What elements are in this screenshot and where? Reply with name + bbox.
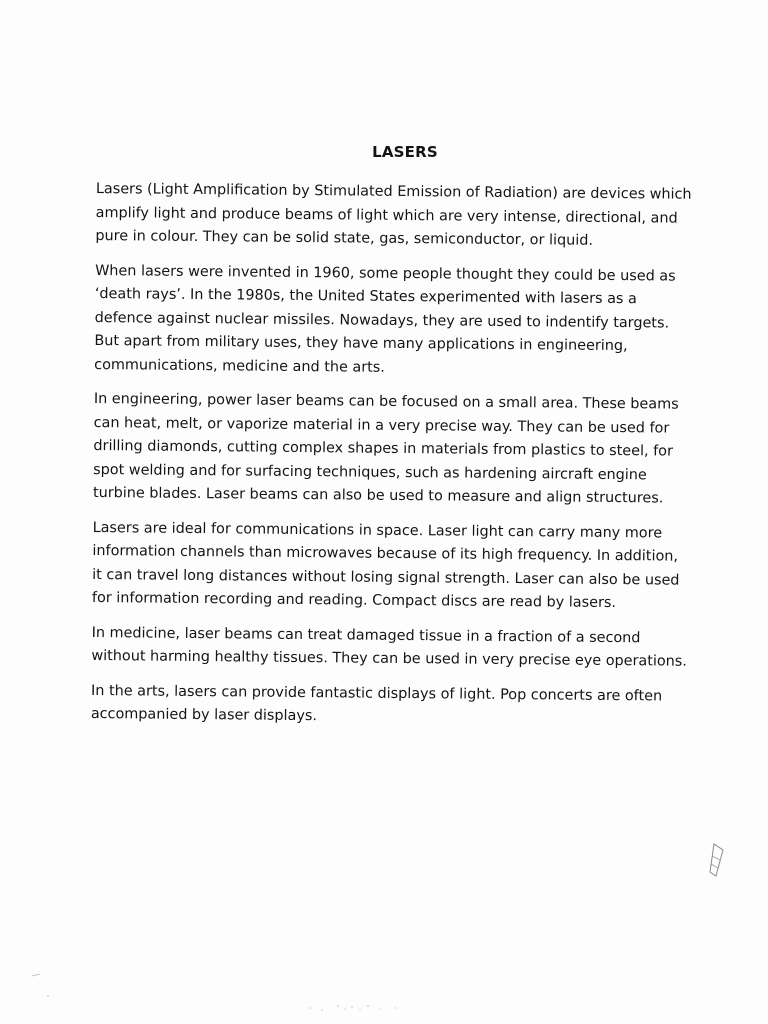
page-title: LASERS — [372, 143, 438, 161]
scan-noise-bottom — [300, 1000, 410, 1016]
paragraph-medicine: In medicine, laser beams can treat damaged tissue in a fraction of a second without harming healthy tissues. They can be used in very precise eye operations. — [91, 624, 687, 670]
scan-smudge-mark — [706, 842, 728, 878]
scan-noise-corner — [28, 970, 58, 1010]
article-body — [91, 178, 716, 743]
paragraph-engineering: In engineering, power laser beams can be focused on a small area. These beams can heat, melt, or vaporize material in a very precise way. They can be used for drilling diamonds, cutting complex shapes in materials from plastics to steel, for spot welding and for surfacing techniques, such as hardening aircraft engine turbine blades. Laser beams can also be used to measure and align structures. — [92, 390, 679, 507]
paragraph-definition: Lasers (Light Amplification by Stimulated Emission of Radiation) are devices which amplify light and produce beams of light which are very intense, directional, and pure in colour. They can be solid state, gas, semiconductor, or liquid. — [95, 180, 692, 249]
paragraph-history: When lasers were invented in 1960, some people thought they could be used as ‘death rays’. In the 1980s, the United States experimented with lasers as a defence against nuclear missiles. Nowadays, they are used to indentify targets. But apart from military uses, they have many applications in engineering, communications, medicine and the arts. — [94, 262, 676, 376]
paragraph-communications: Lasers are ideal for communications in space. Laser light can carry many more information channels than microwaves because of its high frequency. In addition, it can travel long distances without losing signal strength. Laser can also be used for information recording and reading. Compact discs are read by lasers. — [91, 519, 680, 612]
paragraph-arts: In the arts, lasers can provide fantastic displays of light. Pop concerts are often accompanied by laser displays. — [90, 682, 663, 725]
